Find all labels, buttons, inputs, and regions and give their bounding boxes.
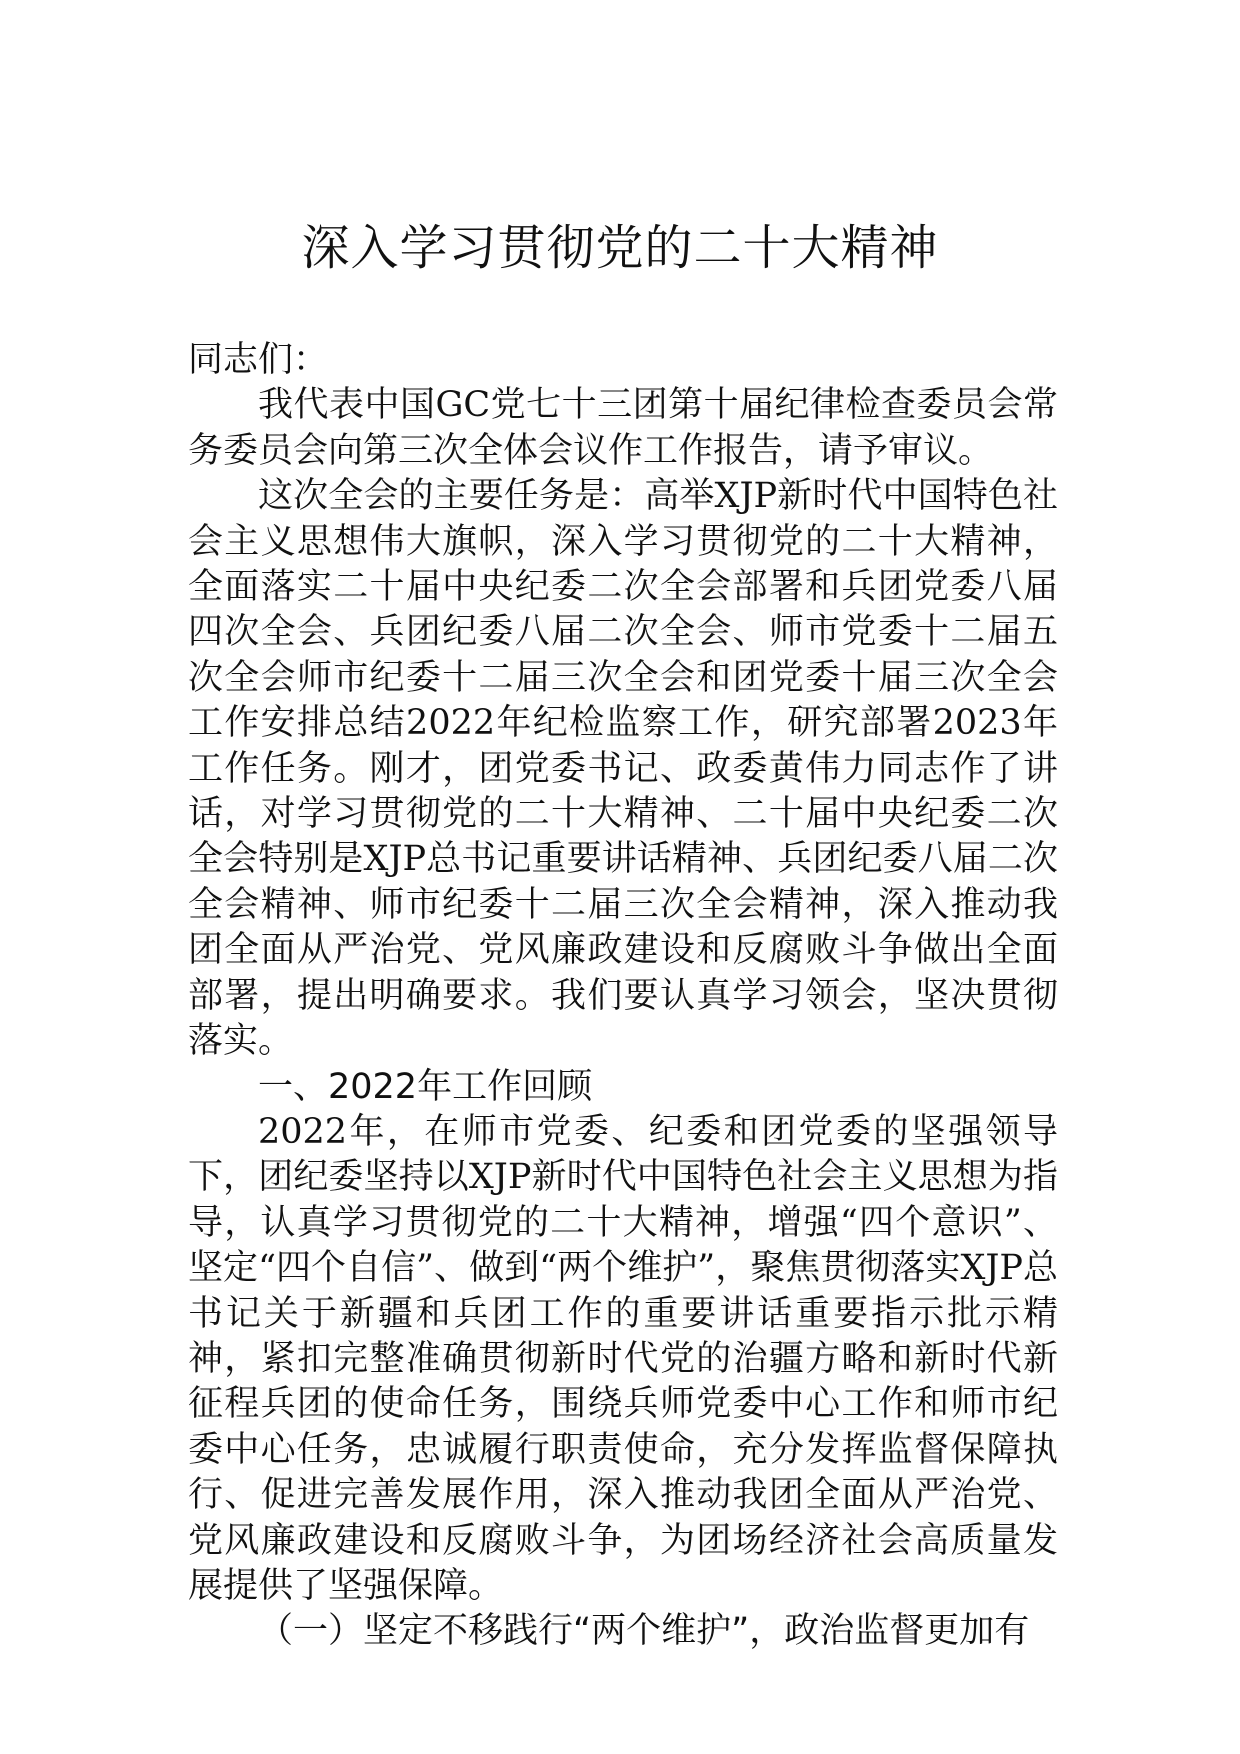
subsection-heading: （一）坚定不移践行“两个维护”，政治监督更加有 bbox=[258, 1611, 1030, 1652]
paragraph-review: 2022年，在师市党委、纪委和团党委的坚强领导下，团纪委坚持以XJP新时代中国特色社会主义思想为指导，认真学习贯彻党的二十大精神，增强“四个意识”、坚定“四个自信”、做到“两个维护”，聚焦贯彻落实XJP总书记关于新疆和兵团工作的重要讲话重要指示批示精神，紧扣完整准确贯彻新时代党的治疆方略和新时代新征程兵团的使命任务，围绕兵师党委中心工作和师市纪委中心任务，忠诚履行职责使命，充分发挥监督保障执行、促进完善发展作用，深入推动我团全面从严治党、党风廉政建设和反腐败斗争，为团场经济社会高质量发展提供了坚强保障。 bbox=[188, 1111, 1058, 1606]
paragraph-tasks: 这次全会的主要任务是：高举XJP新时代中国特色社会主义思想伟大旗帜，深入学习贯彻党的二十大精神，全面落实二十届中央纪委二次全会部署和兵团党委八届四次全会、兵团纪委八届二次全会、师市党委十二届五次全会师市纪委十二届三次全会和团党委十届三次全会工作安排总结2022年纪检监察工作，研究部署2023年工作任务。刚才，团党委书记、政委黄伟力同志作了讲话，对学习贯彻党的二十大精神、二十届中央纪委二次全会特别是XJP总书记重要讲话精神、兵团纪委八届二次全会精神、师市纪委十二届三次全会精神，深入推动我团全面从严治党、党风廉政建设和反腐败斗争做出全面部署，提出明确要求。我们要认真学习领会，坚决贯彻落实。 bbox=[188, 476, 1058, 1062]
paragraph-intro: 我代表中国GC党七十三团第十届纪律检查委员会常务委员会向第三次全体会议作工作报告，请予审议。 bbox=[188, 385, 1058, 471]
document-body bbox=[188, 338, 1058, 1655]
salutation: 同志们： bbox=[188, 340, 329, 380]
section-heading: 一、2022年工作回顾 bbox=[258, 1066, 593, 1107]
document-title: 深入学习贯彻党的二十大精神 bbox=[301, 220, 939, 276]
